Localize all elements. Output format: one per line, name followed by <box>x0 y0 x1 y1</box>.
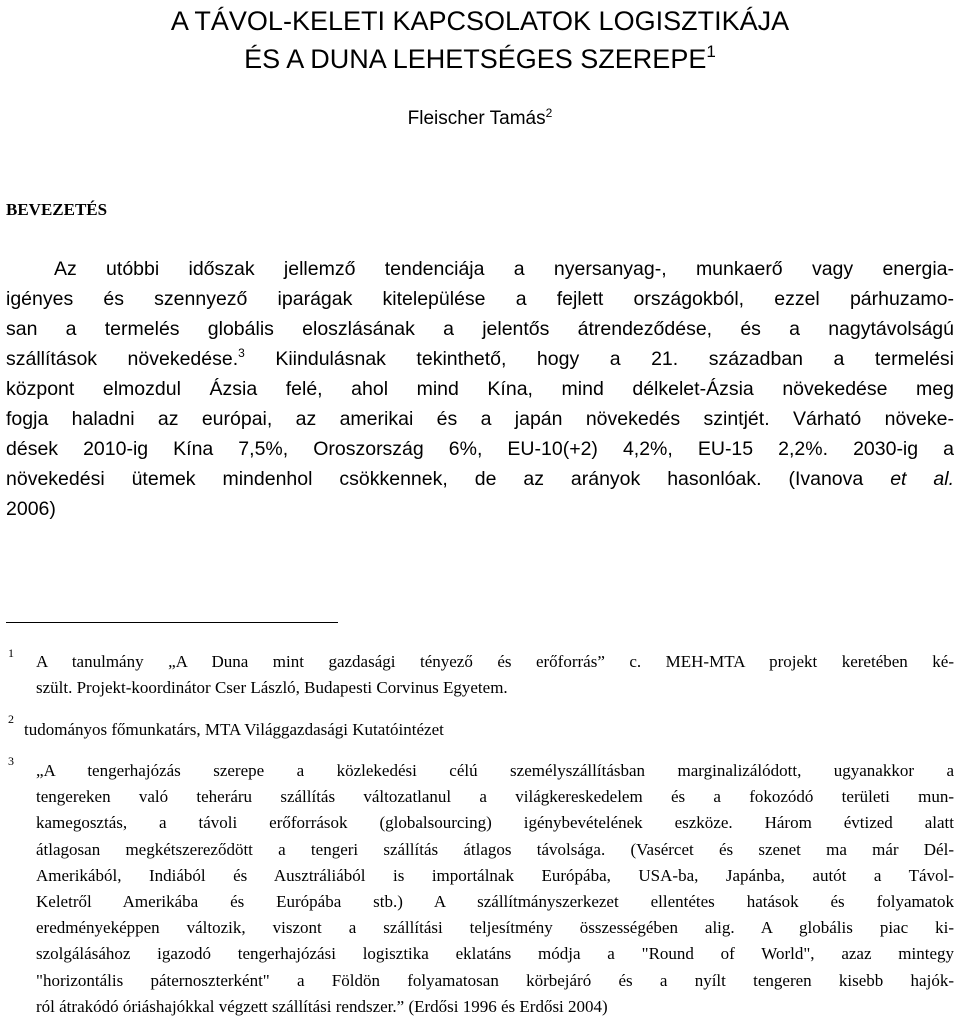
footnote-line: ról átrakódó óriáshajókkal végzett szállítási rendszer.” (Erdősi 1996 és Erdősi 2004) <box>36 996 608 1016</box>
footnote-body <box>24 717 942 743</box>
paragraph-et-al: et al. <box>890 468 954 490</box>
footnote-separator <box>6 622 338 623</box>
paragraph-line: központ elmozdul Ázsia felé, ahol mind Kína, mind délkelet-Ázsia növekedése meg <box>6 378 954 400</box>
section-heading: BEVEZETÉS <box>6 200 108 219</box>
footnote-line: tudományos főmunkatárs, MTA Világgazdasági Kutatóintézet <box>24 720 444 739</box>
paper-title <box>0 2 960 78</box>
paragraph-line: Az utóbbi időszak jellemző tendenciája a nyersanyag-, munkaerő vagy energia- <box>54 258 954 280</box>
author-line <box>0 106 960 132</box>
footnote-body <box>36 649 954 701</box>
paragraph-line: san a termelés globális eloszlásának a jelentős átrendeződése, és a nagytávolságú <box>6 318 954 340</box>
paragraph-line: igényes és szennyező iparágak kitelepülése a fejlett országokból, ezzel párhuzamo- <box>6 288 954 310</box>
footnote-line: „A tengerhajózás szerepe a közlekedési célú személyszállításban marginalizálódott, ugyanakkor a <box>36 761 954 780</box>
footnote-line: Keletről Amerikába és Európába stb.) A szállítmányszerkezet ellentétes hatások és folyamatok <box>36 892 954 912</box>
paragraph-line-segment: Kiindulásnak tekinthető, hogy a 21. században a termelési <box>275 348 954 370</box>
footnote-line: kamegosztás, a távoli erőforrások (globalsourcing) igénybevételének eszköze. Három évtized alatt <box>36 813 954 833</box>
footnote-mark: 3 <box>8 754 14 768</box>
title-line-2 <box>0 40 960 78</box>
footnote-line: "horizontális páternoszterként" a Földön folyamatosan körbejáró és a nyílt tengeren kisebb hajók- <box>36 970 954 990</box>
footnote-line: Amerikából, Indiából és Ausztráliából is importálnak Európába, USA-ba, Japánba, autót a Távol- <box>36 865 954 885</box>
footnote-line: szolgálásához igazodó tengerhajózási logisztika eklatáns módja a "Round of World", azaz mintegy <box>36 944 954 964</box>
paragraph-line: fogja haladni az európai, az amerikai és a japán növekedés szintjét. Várható növeke- <box>6 408 954 430</box>
title-line-1: A TÁVOL-KELETI KAPCSOLATOK LOGISZTIKÁJA <box>170 6 790 36</box>
footnote-mark: 1 <box>8 646 14 660</box>
title-footnote-ref[interactable]: 1 <box>706 42 716 61</box>
paragraph-footnote-ref[interactable]: 3 <box>238 346 245 360</box>
paragraph-line <box>6 464 954 494</box>
footnote-line: szült. Projekt-koordinátor Cser László, Budapesti Corvinus Egyetem. <box>36 678 508 698</box>
paragraph-line: 2006) <box>6 498 56 520</box>
footnote-line: átlagosan megkétszereződött a tengeri szállítás átlagos távolsága. (Vasércet és szenet ma már Dél- <box>36 839 954 859</box>
intro-paragraph <box>6 254 954 524</box>
author-footnote-ref[interactable]: 2 <box>545 106 553 120</box>
author-name: Fleischer Tamás <box>407 108 546 129</box>
footnote-line: eredményeképpen változik, viszont a szállítási teljesítmény összességében alig. A globális piac ki- <box>36 918 954 938</box>
paragraph-line: dések 2010-ig Kína 7,5%, Oroszország 6%, EU-10(+2) 4,2%, EU-15 2,2%. 2030-ig a <box>6 438 954 460</box>
title-line-2-text: ÉS A DUNA LEHETSÉGES SZEREPE <box>244 44 707 74</box>
footnote-line: A tanulmány „A Duna mint gazdasági tényező és erőforrás” c. MEH-MTA projekt keretében ké- <box>36 652 954 671</box>
paragraph-line <box>6 344 954 374</box>
footnote-mark: 2 <box>8 712 14 726</box>
paragraph-line-segment: növekedési ütemek mindenhol csökkennek, de az arányok hasonlóak. (Ivanova <box>6 468 864 490</box>
paragraph-line-segment: szállítások növekedése. <box>6 348 239 370</box>
footnote-body <box>36 758 954 1020</box>
footnote-line: tengereken való teheráru szállítás változatlanul a világkereskedelem és a fokozódó területi mun- <box>36 787 954 807</box>
